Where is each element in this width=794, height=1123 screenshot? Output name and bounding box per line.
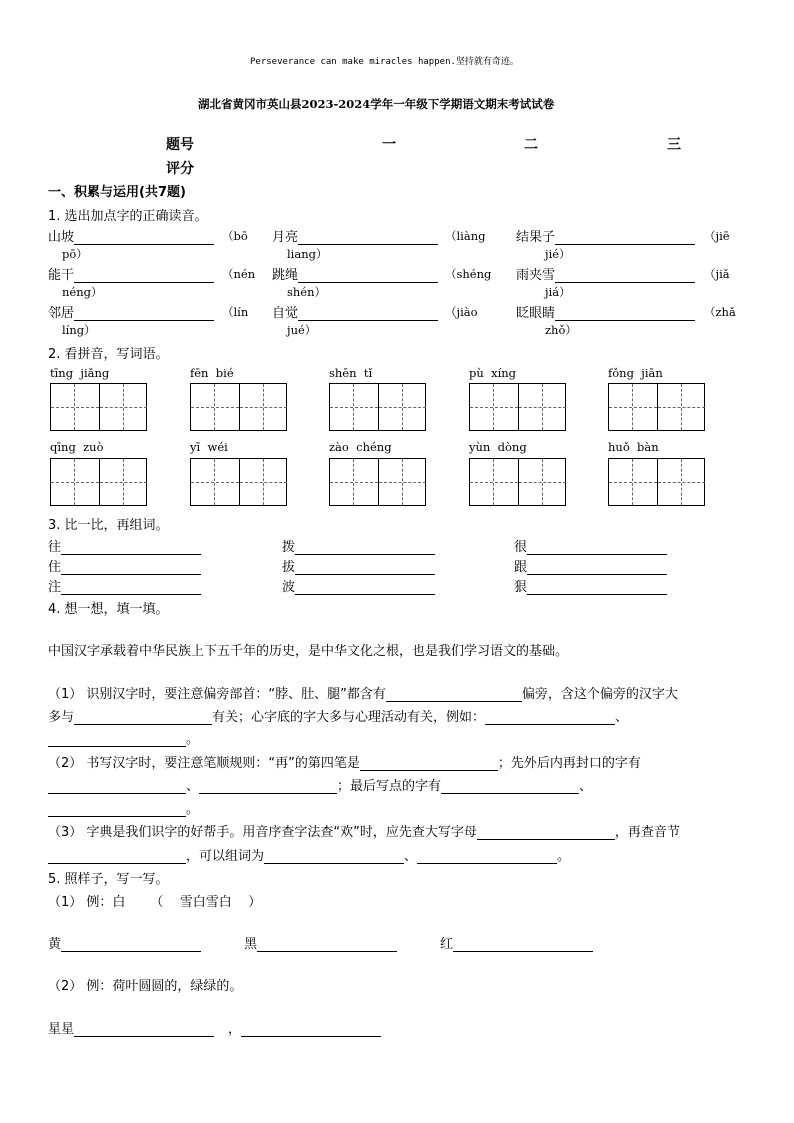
q4-text: 。 [186, 802, 200, 817]
pinyin-label: pù xíng [469, 366, 517, 380]
q4-text: 有关；心字底的字大多与心理活动有关，例如： [212, 710, 486, 725]
q1-word: 山坡 [48, 230, 75, 245]
q1-word: 自觉 [272, 306, 299, 321]
compare-item [514, 536, 667, 555]
q4-text: 、 [615, 710, 629, 725]
writing-grid[interactable] [469, 458, 566, 506]
compare-char: 拔 [282, 560, 296, 575]
answer-blank[interactable] [527, 580, 667, 595]
answer-blank[interactable] [199, 779, 337, 794]
q1-item [48, 264, 214, 283]
q1-option: （nén [222, 267, 256, 281]
answer-blank[interactable] [298, 306, 438, 321]
q4-text: （3） 字典是我们识字的好帮手。用音序查字法查“欢”时，应先查大写字母 [48, 825, 477, 840]
score-table-col: 三 [667, 137, 681, 153]
q5-word: 星星 [48, 1022, 75, 1037]
q4-text: ，可以组词为 [186, 849, 265, 864]
q4-part1-line2 [48, 706, 628, 725]
answer-blank[interactable] [441, 779, 579, 794]
answer-blank[interactable] [48, 849, 186, 864]
compare-char: 跟 [514, 560, 528, 575]
q5-char: 黑 [244, 937, 258, 952]
q1-item [272, 264, 438, 283]
q4-text: （1） 识别汉字时，要注意偏旁部首：“脖、肚、腿”都含有 [48, 687, 386, 702]
question-3-title: 3. 比一比，再组词。 [48, 518, 169, 533]
q1-option: （jiǎ [704, 267, 730, 281]
answer-blank[interactable] [298, 230, 438, 245]
q5-char: 黄 [48, 937, 62, 952]
answer-blank[interactable] [61, 580, 201, 595]
q1-option: zhǒ） [545, 323, 577, 337]
answer-blank[interactable] [527, 560, 667, 575]
pinyin-label: huǒ bàn [608, 440, 659, 454]
pinyin-label: fǒng jiān [608, 366, 663, 380]
q4-part2-line1 [48, 752, 641, 771]
answer-blank[interactable] [295, 540, 435, 555]
q1-option: pō） [62, 247, 88, 261]
answer-blank[interactable] [477, 825, 615, 840]
score-table-col: 二 [524, 137, 538, 153]
q1-word: 眨眼睛 [516, 306, 556, 321]
answer-blank[interactable] [74, 268, 214, 283]
q5-char: 红 [440, 937, 454, 952]
writing-grid[interactable] [329, 383, 426, 431]
answer-blank[interactable] [264, 849, 404, 864]
q1-word: 月亮 [272, 230, 299, 245]
q1-option: （jiē [704, 229, 730, 243]
exam-title: 湖北省黄冈市英山县2023-2024学年一年级下学期语文期末考试试卷 [198, 97, 555, 111]
answer-blank[interactable] [555, 268, 695, 283]
question-5-title: 5. 照样子，写一写。 [48, 872, 169, 887]
q4-part3-line1 [48, 821, 680, 840]
q1-item [272, 226, 438, 245]
answer-blank[interactable] [386, 687, 522, 702]
q1-option: （bō [222, 229, 248, 243]
q5-item [48, 1018, 381, 1037]
answer-blank[interactable] [61, 937, 201, 952]
q4-text: 、 [186, 779, 200, 794]
q1-option: líng） [62, 323, 96, 337]
q4-text: 、 [579, 779, 593, 794]
q5-item [48, 933, 201, 952]
compare-item [282, 556, 435, 575]
pinyin-label: fēn bié [190, 366, 234, 380]
question-4-title: 4. 想一想，填一填。 [48, 602, 169, 617]
answer-blank[interactable] [555, 230, 695, 245]
compare-char: 拨 [282, 540, 296, 555]
q1-option: （shéng [445, 267, 492, 281]
pinyin-label: tīng jiǎng [50, 366, 110, 380]
question-1-title: 1. 选出加点字的正确读音。 [48, 209, 208, 224]
q5-example-2: （2） 例：荷叶圆圆的，绿绿的。 [48, 979, 243, 994]
answer-blank[interactable] [74, 306, 214, 321]
answer-blank[interactable] [295, 560, 435, 575]
pinyin-label: qīng zuò [50, 440, 104, 454]
answer-blank[interactable] [74, 230, 214, 245]
section-title: 一、积累与运用(共7题) [48, 185, 186, 200]
compare-char: 住 [48, 560, 62, 575]
answer-blank[interactable] [74, 1022, 214, 1037]
q5-item [440, 933, 593, 952]
score-table-row-label: 题号 [166, 137, 194, 153]
writing-grid[interactable] [50, 383, 147, 431]
q4-text: ，再查音节 [614, 825, 680, 840]
q4-part1-line3 [48, 728, 199, 747]
answer-blank[interactable] [527, 540, 667, 555]
writing-grid[interactable] [190, 458, 287, 506]
q1-word: 结果子 [516, 230, 556, 245]
q1-item [272, 302, 438, 321]
answer-blank[interactable] [61, 560, 201, 575]
q1-option: liang） [287, 247, 328, 261]
q1-option: （jiào [445, 305, 478, 319]
q1-item [516, 302, 695, 321]
answer-blank[interactable] [298, 268, 438, 283]
answer-blank[interactable] [48, 802, 186, 817]
q1-option: jiá） [545, 285, 571, 299]
q1-word: 跳绳 [272, 268, 299, 283]
score-table-row-label: 评分 [166, 161, 194, 177]
answer-blank[interactable] [48, 732, 186, 747]
answer-blank[interactable] [485, 710, 615, 725]
q1-word: 邻居 [48, 306, 75, 321]
q5-comma: ， [228, 1022, 242, 1037]
compare-item [282, 536, 435, 555]
writing-grid[interactable] [608, 383, 705, 431]
q4-part3-line2 [48, 845, 570, 864]
answer-blank[interactable] [555, 306, 695, 321]
pinyin-label: zào chéng [329, 440, 392, 454]
q1-item [48, 302, 214, 321]
pinyin-label: shēn tǐ [329, 366, 373, 380]
q5-example-1: （1） 例：白 （ 雪白雪白 ） [48, 895, 262, 910]
compare-item [282, 576, 435, 595]
q4-part2-line3 [48, 798, 199, 817]
q4-text: 偏旁，含这个偏旁的汉字大 [521, 687, 678, 702]
pinyin-label: yī wéi [190, 440, 228, 454]
writing-grid[interactable] [50, 458, 147, 506]
compare-char: 往 [48, 540, 62, 555]
motto-text: Perseverance can make miracles happen.坚持就有奇迹。 [250, 57, 519, 67]
pinyin-label: yùn dòng [469, 440, 527, 454]
question-2-title: 2. 看拼音，写词语。 [48, 347, 169, 362]
q1-option: （lín [222, 305, 249, 319]
compare-char: 很 [514, 540, 528, 555]
compare-char: 注 [48, 580, 62, 595]
q1-item [48, 226, 214, 245]
writing-grid[interactable] [329, 458, 426, 506]
q1-word: 雨夹雪 [516, 268, 556, 283]
answer-blank[interactable] [453, 937, 593, 952]
q4-text: 多与 [48, 710, 75, 725]
q4-text: ；最后写点的字有 [337, 779, 442, 794]
q1-option: （liàng [445, 229, 486, 243]
q1-item [516, 226, 695, 245]
compare-char: 狠 [514, 580, 528, 595]
compare-item [48, 536, 201, 555]
q4-text: ；先外后内再封口的字有 [497, 756, 641, 771]
q1-option: jué） [287, 323, 317, 337]
compare-item [514, 556, 667, 575]
answer-blank[interactable] [74, 710, 212, 725]
q1-item [516, 264, 695, 283]
writing-grid[interactable] [608, 458, 705, 506]
answer-blank[interactable] [257, 937, 397, 952]
compare-item [48, 556, 201, 575]
answer-blank[interactable] [360, 756, 498, 771]
q4-text: 、 [404, 849, 418, 864]
q4-text: 。 [186, 732, 200, 747]
q5-item [244, 933, 397, 952]
writing-grid[interactable] [469, 383, 566, 431]
answer-blank[interactable] [417, 849, 557, 864]
q4-text: 。 [557, 849, 571, 864]
compare-item [48, 576, 201, 595]
compare-item [514, 576, 667, 595]
compare-char: 波 [282, 580, 296, 595]
q4-intro: 中国汉字承载着中华民族上下五千年的历史，是中华文化之根，也是我们学习语文的基础。 [48, 644, 569, 659]
q4-part1-line1 [48, 683, 678, 702]
q1-option: néng） [62, 285, 103, 299]
answer-blank[interactable] [241, 1022, 381, 1037]
q1-word: 能干 [48, 268, 75, 283]
writing-grid[interactable] [190, 383, 287, 431]
q1-option: jié） [545, 247, 571, 261]
answer-blank[interactable] [295, 580, 435, 595]
q1-option: （zhǎ [704, 305, 736, 319]
answer-blank[interactable] [48, 779, 186, 794]
q4-text: （2） 书写汉字时，要注意笔顺规则：“再”的第四笔是 [48, 756, 360, 771]
answer-blank[interactable] [61, 540, 201, 555]
score-table-col: 一 [382, 137, 396, 153]
q1-option: shén） [287, 285, 327, 299]
q4-part2-line2 [48, 775, 592, 794]
